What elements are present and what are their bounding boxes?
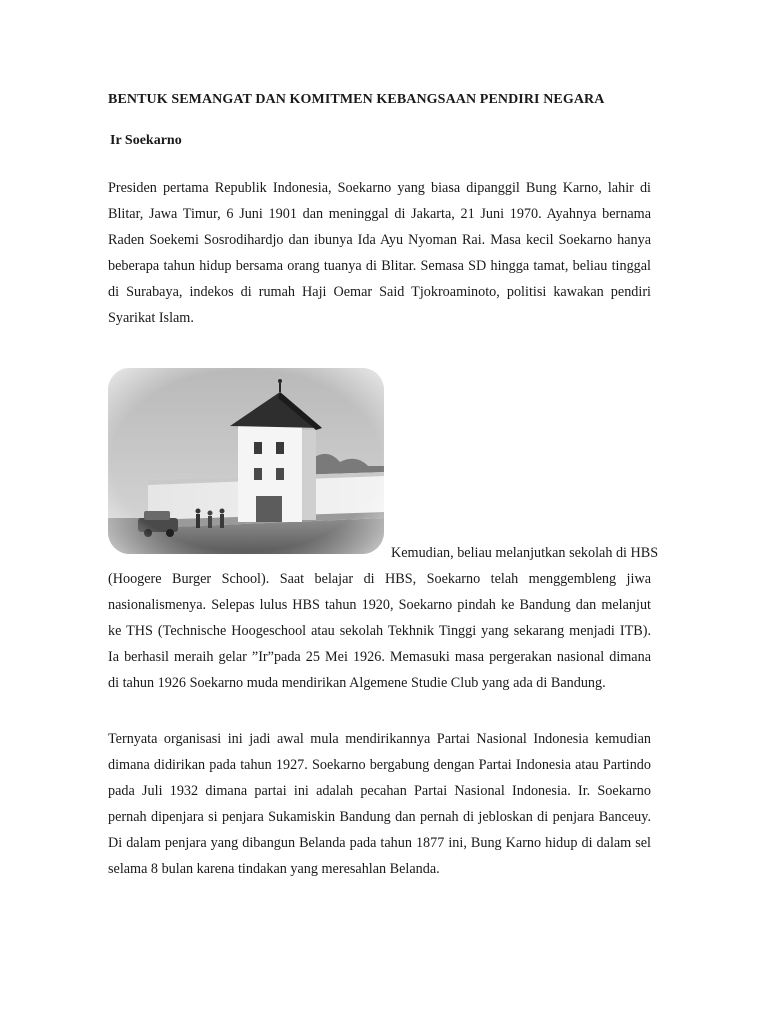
- paragraph-line: ke THS (Technische Hoogeschool atau sekolah Tekhnik Tinggi yang sekarang menjadi ITB).: [108, 623, 651, 639]
- paragraph-line: di Surabaya, indekos di rumah Haji Oemar Said Tjokroaminoto, politisi kawakan pendiri: [108, 284, 651, 300]
- paragraph-1: [108, 175, 651, 331]
- paragraph-line: Presiden pertama Republik Indonesia, Soekarno yang biasa dipanggil Bung Karno, lahir di: [108, 180, 651, 196]
- paragraph-line: pada Juli 1932 dimana partai ini adalah pecahan Partai Nasional Indonesia. Ir. Soekarno: [108, 783, 651, 799]
- paragraph-line: pernah dipenjara si penjara Sukamiskin Bandung dan pernah di jebloskan di penjara Banceuy.: [108, 809, 651, 825]
- paragraph-2: [108, 540, 659, 696]
- paragraph-line: nasionalismenya. Selepas lulus HBS tahun 1920, Soekarno pindah ke Bandung dan melanjut: [108, 597, 651, 613]
- paragraph-line: beberapa tahun hidup bersama orang tuanya di Blitar. Semasa SD hingga tamat, beliau tinggal: [108, 258, 651, 274]
- paragraph-line: Kemudian, beliau melanjutkan sekolah di HBS: [391, 545, 659, 561]
- paragraph-line: Ia berhasil meraih gelar ”Ir”pada 25 Mei 1926. Memasuki masa pergerakan nasional dimana: [108, 649, 651, 665]
- paragraph-line: Di dalam penjara yang dibangun Belanda pada tahun 1877 ini, Bung Karno hidup di dalam sel: [108, 835, 651, 851]
- paragraph-3: [108, 726, 651, 882]
- paragraph-line: Blitar, Jawa Timur, 6 Juni 1901 dan meninggal di Jakarta, 21 Juni 1970. Ayahnya bernama: [108, 206, 651, 222]
- document-title: BENTUK SEMANGAT DAN KOMITMEN KEBANGSAAN PENDIRI NEGARA: [108, 92, 605, 107]
- paragraph-line: di tahun 1926 Soekarno muda mendirikan Algemene Studie Club yang ada di Bandung.: [108, 675, 606, 691]
- paragraph-line: Syarikat Islam.: [108, 310, 194, 326]
- paragraph-line: Ternyata organisasi ini jadi awal mula mendirikannya Partai Nasional Indonesia kemudian: [108, 731, 651, 747]
- document-subtitle: Ir Soekarno: [110, 133, 182, 148]
- paragraph-line: (Hoogere Burger School). Saat belajar di HBS, Soekarno telah menggembleng jiwa: [108, 571, 651, 587]
- paragraph-line: selama 8 bulan karena tindakan yang meresahlan Belanda.: [108, 861, 440, 877]
- prison-building-photo: [108, 368, 384, 554]
- paragraph-line: Raden Soekemi Sosrodihardjo dan ibunya Ida Ayu Nyoman Rai. Masa kecil Soekarno hanya: [108, 232, 651, 248]
- paragraph-line: dimana didirikan pada tahun 1927. Soekarno bergabung dengan Partai Indonesia atau Partindo: [108, 757, 651, 773]
